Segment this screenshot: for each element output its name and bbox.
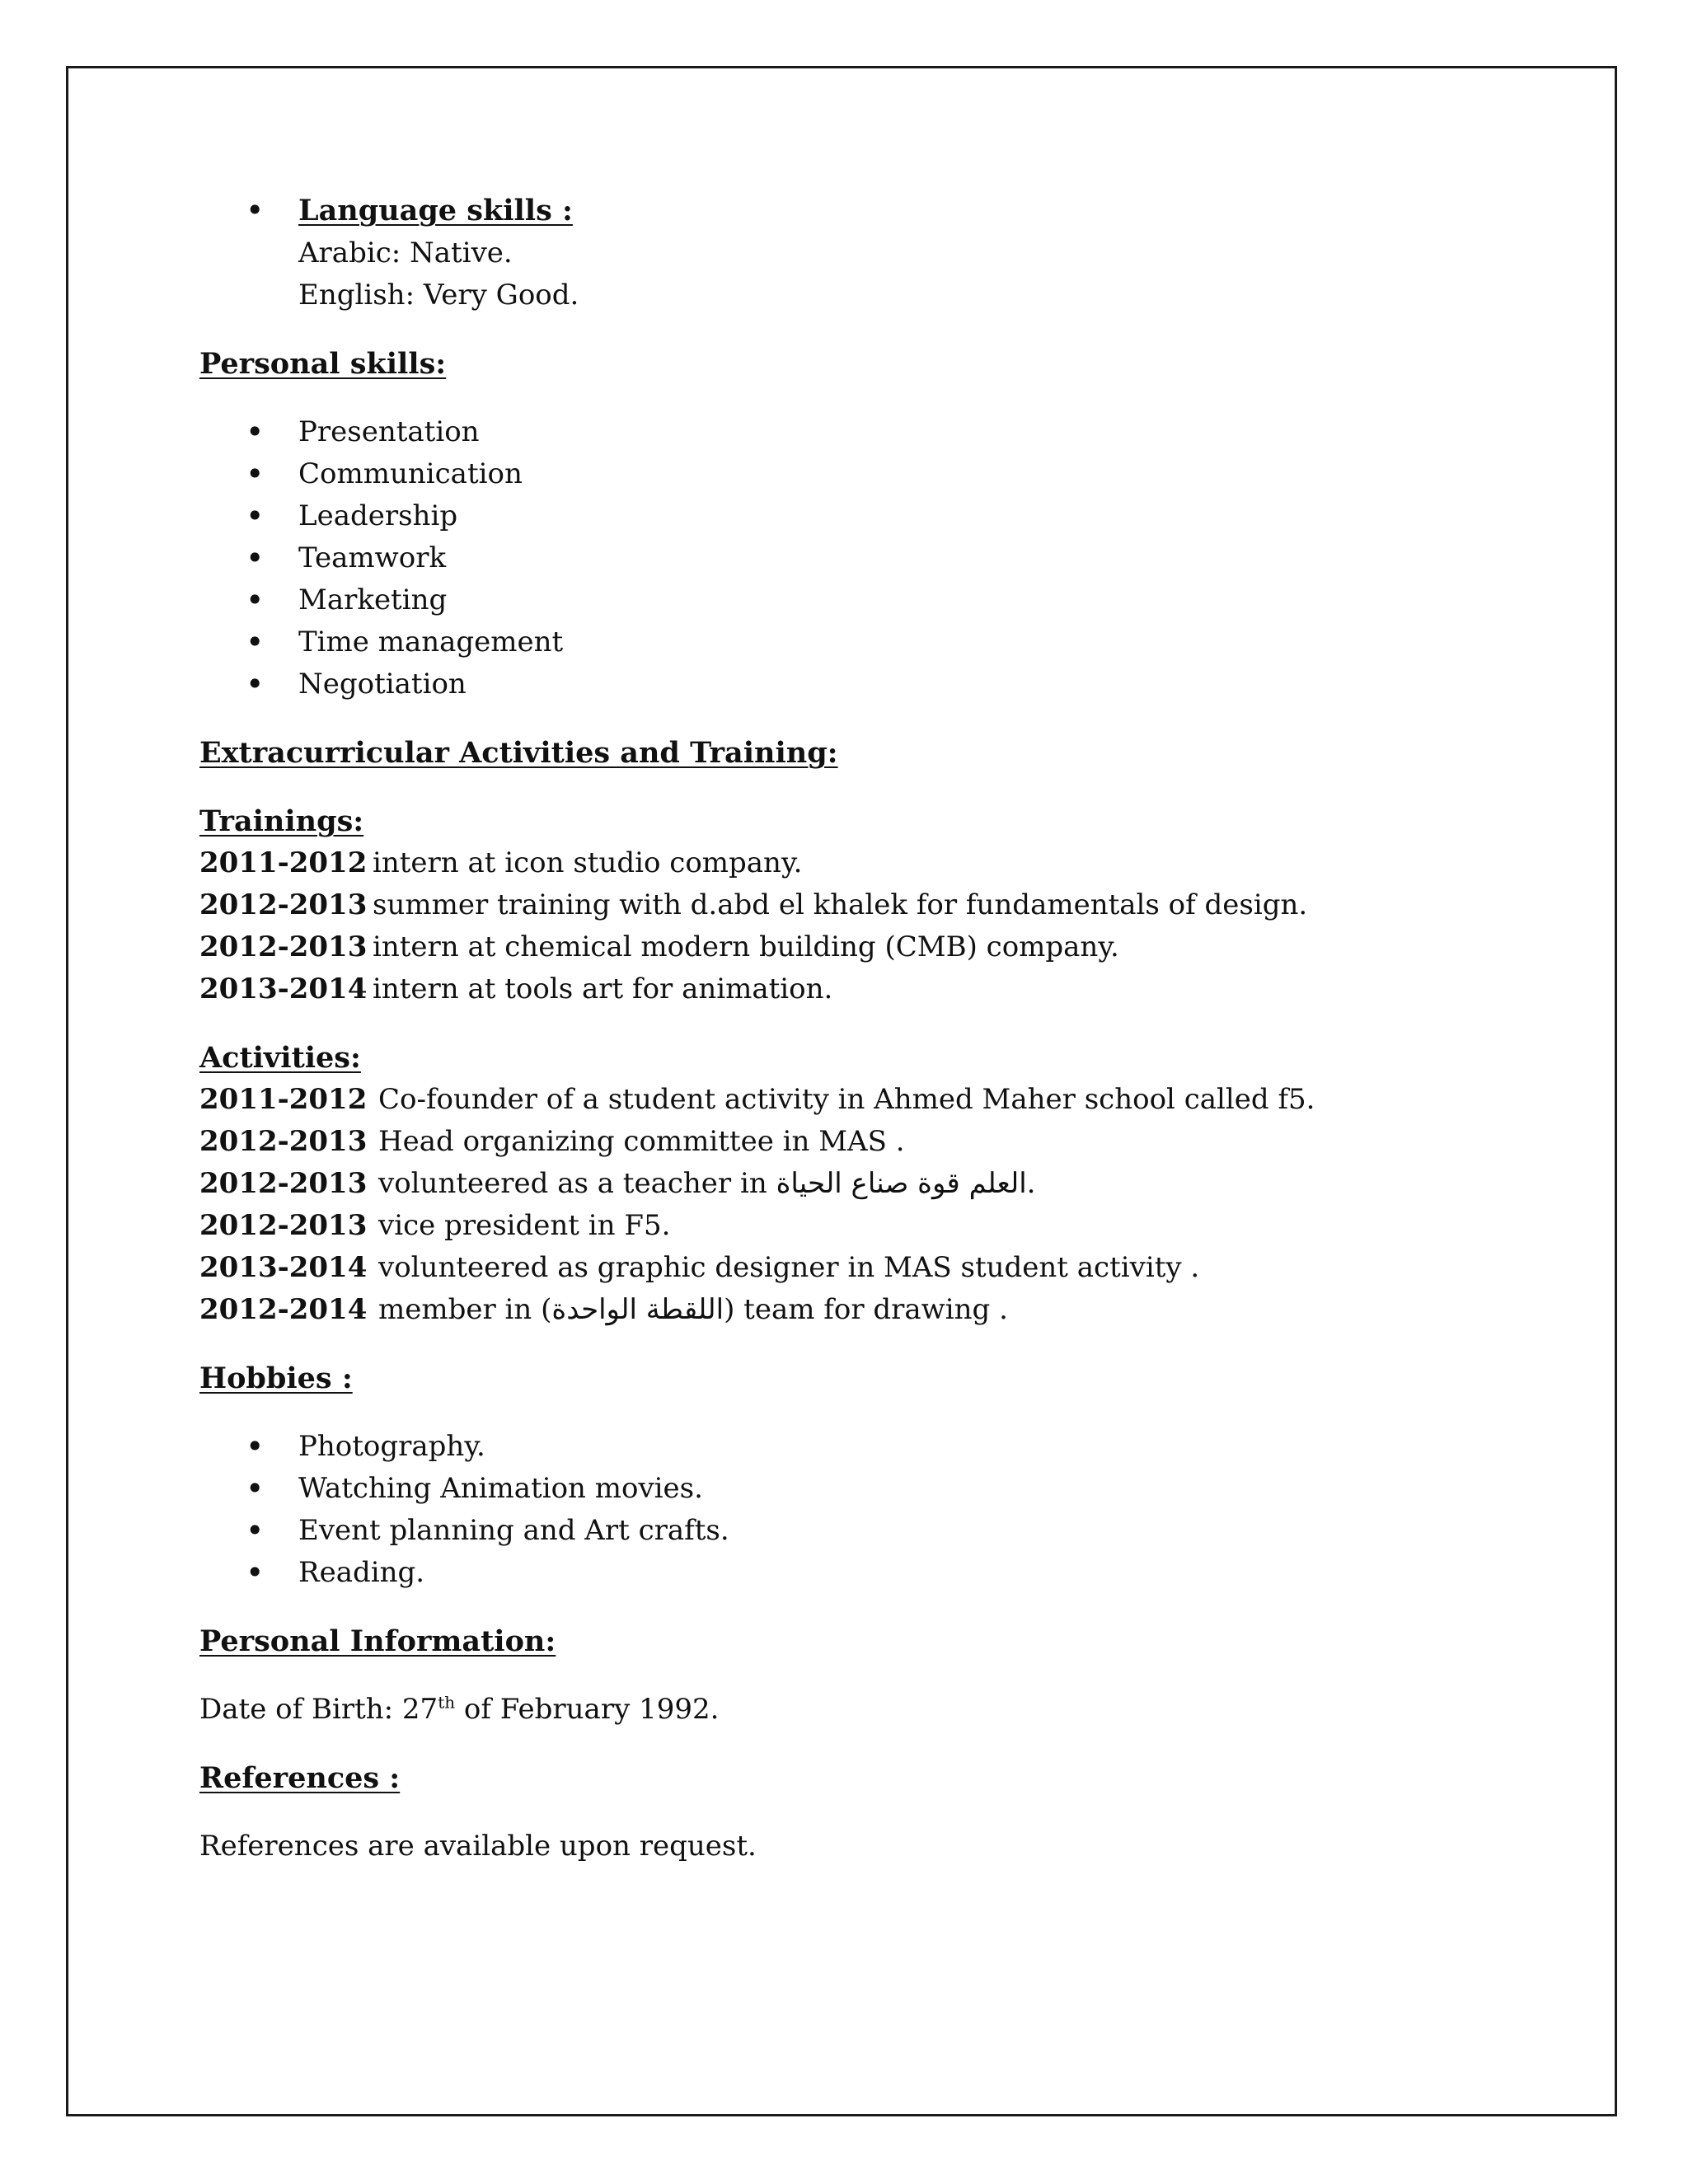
date-of-birth	[199, 1689, 1559, 1731]
list-item: • Leadership	[199, 495, 1559, 537]
activity-year: 2012-2014	[199, 1293, 368, 1326]
activity-text: Co-founder of a student activity in Ahmed Maher school called f5.	[378, 1083, 1315, 1116]
list-item: • Presentation	[199, 411, 1559, 453]
resume-content	[199, 190, 1559, 1868]
personal-skills-list	[199, 411, 1559, 705]
trainings-heading: Trainings:	[199, 804, 364, 838]
dob-ordinal: th	[438, 1692, 456, 1713]
activity-row	[199, 1205, 1559, 1247]
list-item: • Negotiation	[199, 663, 1559, 705]
activity-row	[199, 1163, 1559, 1205]
activity-row	[199, 1079, 1559, 1121]
activity-year: 2012-2013	[199, 1209, 368, 1242]
activity-text: volunteered as graphic designer in MAS student activity .	[378, 1251, 1200, 1284]
training-row	[199, 842, 1559, 884]
list-item: • Communication	[199, 453, 1559, 495]
language-item: Arabic: Native.	[298, 237, 513, 269]
dob-suffix: of February 1992.	[455, 1693, 720, 1726]
hobbies-list	[199, 1426, 1559, 1594]
training-text: intern at tools art for animation.	[373, 972, 833, 1005]
activity-text: Head organizing committee in MAS .	[378, 1125, 905, 1158]
activity-row	[199, 1247, 1559, 1289]
language-item: English: Very Good.	[298, 279, 579, 312]
personal-skills-heading: Personal skills:	[199, 347, 447, 381]
activity-year: 2013-2014	[199, 1251, 368, 1284]
activity-year: 2012-2013	[199, 1125, 368, 1158]
dob-prefix: Date of Birth: 27	[199, 1693, 438, 1726]
activities-heading: Activities:	[199, 1041, 361, 1075]
activity-row	[199, 1289, 1559, 1331]
list-item: • Event planning and Art crafts.	[199, 1510, 1559, 1552]
extracurricular-heading: Extracurricular Activities and Training:	[199, 736, 838, 770]
training-row	[199, 926, 1559, 968]
activity-text: volunteered as a teacher in العلم قوة صناع الحياة.	[378, 1167, 1036, 1200]
personal-information-heading: Personal Information:	[199, 1624, 556, 1658]
training-year: 2012-2013	[199, 930, 368, 963]
training-row	[199, 968, 1559, 1010]
training-year: 2011-2012	[199, 846, 368, 879]
language-skills-heading: Language skills :	[298, 194, 573, 227]
activity-text: vice president in F5.	[378, 1209, 671, 1242]
activity-text: member in (اللقطة الواحدة) team for drawing .	[378, 1293, 1008, 1326]
list-item: • Time management	[199, 621, 1559, 663]
activity-year: 2012-2013	[199, 1167, 368, 1200]
training-year: 2012-2013	[199, 888, 368, 921]
list-item: • Watching Animation movies.	[199, 1468, 1559, 1510]
list-item: • Marketing	[199, 579, 1559, 621]
training-text: summer training with d.abd el khalek for fundamentals of design.	[373, 888, 1308, 921]
training-row	[199, 884, 1559, 926]
training-year: 2013-2014	[199, 972, 368, 1005]
list-item: • Teamwork	[199, 537, 1559, 579]
list-item: • Photography.	[199, 1426, 1559, 1468]
references-heading: References :	[199, 1761, 401, 1795]
training-text: intern at chemical modern building (CMB) company.	[373, 930, 1119, 963]
activity-year: 2011-2012	[199, 1083, 368, 1116]
activity-row	[199, 1121, 1559, 1163]
references-text: References are available upon request.	[199, 1830, 757, 1863]
hobbies-heading: Hobbies :	[199, 1361, 353, 1395]
list-item: • Reading.	[199, 1552, 1559, 1594]
language-skills-section	[199, 190, 1559, 232]
training-text: intern at icon studio company.	[373, 846, 803, 879]
